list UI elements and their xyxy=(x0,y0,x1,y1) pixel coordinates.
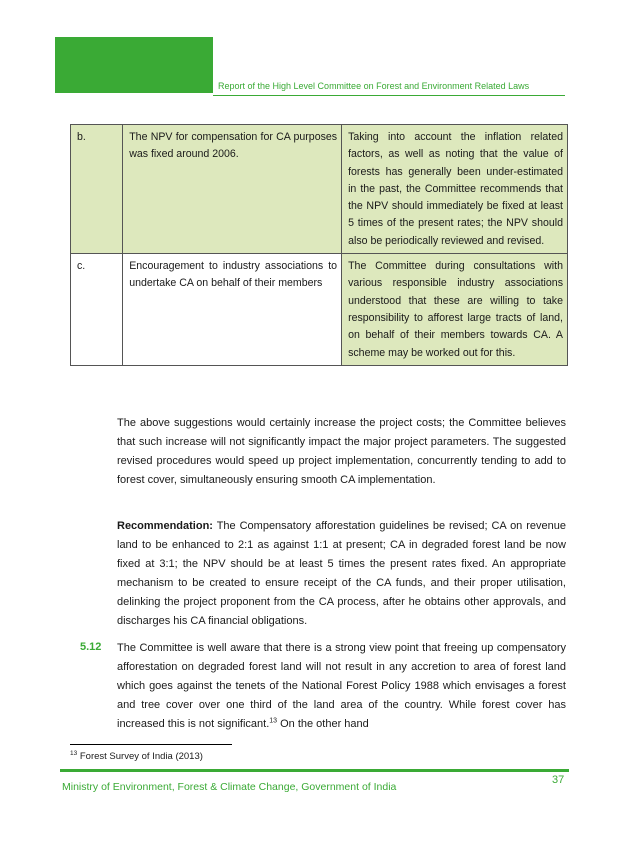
recommendation-paragraph xyxy=(117,517,566,631)
row-id-cell xyxy=(71,125,123,254)
section-number: 5.12 xyxy=(80,641,102,653)
issue-cell xyxy=(123,254,342,366)
recommendation-cell xyxy=(342,125,568,254)
issue-text: Encouragement to industry associations to undertake CA on behalf of their members xyxy=(129,260,338,290)
recommendations-table xyxy=(70,124,568,366)
recommendation-label: Recommendation: xyxy=(117,520,213,532)
table-row xyxy=(71,125,568,254)
issue-cell xyxy=(123,125,342,254)
report-title: Report of the High Level Committee on Forest and Environment Related Laws xyxy=(218,81,530,91)
header-divider xyxy=(213,95,565,96)
section-text-part-b: On the other hand xyxy=(277,718,369,730)
section-paragraph xyxy=(117,639,566,734)
footnote-number: 13 xyxy=(70,749,78,757)
footnote xyxy=(70,751,203,762)
paragraph-text: The above suggestions would certainly increase the project costs; the Committee believes that such increase will not significantly impact the major project parameters. The suggested revised procedures would speed up project implementation, concurrently tending to add to forest cover, simultaneously ensuring smooth CA implementation. xyxy=(117,417,566,486)
ministry-footer: Ministry of Environment, Forest & Climate Change, Government of India xyxy=(62,781,397,793)
recommendation-text: Taking into account the inflation related factors, as well as noting that the value of forests has generally been under-estimated in the past, the Committee recommends that the NPV should immediately be fixed at least 5 times of the present rates; the NPV should also be periodically reviewed and revised. xyxy=(348,131,563,247)
paragraph-project-costs xyxy=(117,414,566,490)
issue-text: The NPV for compensation for CA purposes was fixed around 2006. xyxy=(129,131,338,161)
table-row xyxy=(71,254,568,366)
footnote-text: Forest Survey of India (2013) xyxy=(77,751,203,762)
row-id-cell xyxy=(71,254,123,366)
section-text-part-a: The Committee is well aware that there is a strong view point that freeing up compensatory afforestation on degraded forest land will not result in any accretion to area of forest land which goes against the tenets of the National Forest Policy 1988 which envisages a forest and tree cover over one third of the land area of the country. While forest cover has increased this is not significant. xyxy=(117,642,566,730)
recommendation-cell xyxy=(342,254,568,366)
recommendation-text: The Committee during consultations with various responsible industry associations understood that these are willing to take responsibility to afforest large tracts of land, on behalf of their members towards CA. A scheme may be worked out for this. xyxy=(348,260,563,359)
row-id: c. xyxy=(77,260,86,273)
footnote-divider xyxy=(70,744,232,745)
header-color-block xyxy=(55,37,213,93)
page-number: 37 xyxy=(552,774,565,786)
recommendation-body: The Compensatory afforestation guidelines be revised; CA on revenue land to be enhanced to 2:1 as against 1:1 at present; CA in degraded forest land be now fixed at 3:1; the NPV should be at least 5 times the present rates fixed. An appropriate mechanism to be created to ensure receipt of the CA funds, and their proper utilisation, delinking the project proponent from the CA process, after he obtains other approvals, and discharges his CA financial obligations. xyxy=(117,520,566,627)
row-id: b. xyxy=(77,131,86,143)
footnote-reference[interactable]: 13 xyxy=(269,717,278,725)
footer-divider xyxy=(60,769,569,772)
